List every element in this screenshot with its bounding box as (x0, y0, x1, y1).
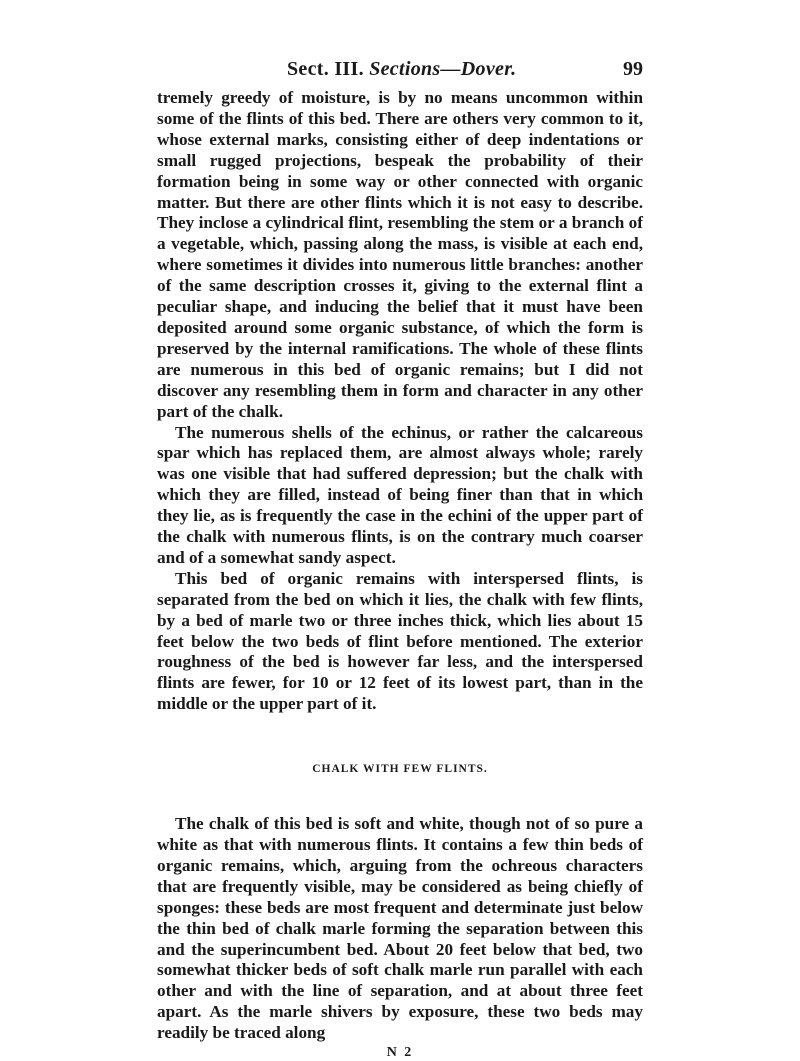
paragraph: tremely greedy of moisture, is by no means uncommon within some of the flints of this bed. There are others very common to it, whose external marks, consisting either of deep indentations or small rugged projections, bespeak the probability of their formation being in some way or other connected with organic matter. But there are other flints which it is not easy to describe. They inclose a cylindrical flint, resembling the stem or a branch of a vegetable, which, passing along the mass, is visible at each end, where sometimes it divides into numerous little branches: another of the same description crosses it, giving to the external flint a peculiar shape, and inducing the belief that it must have been deposited around some organic substance, of which the form is preserved by the internal ramifications. The whole of these flints are numerous in this bed of organic remains; but I did not discover any resembling them in form and character in any other part of the chalk. (157, 88, 643, 421)
paragraph: The numerous shells of the echinus, or rather the calcareous spar which has replaced them, are almost always whole; rarely was one visible that had suffered depression; but the chalk with which they are filled, instead of being finer than that in which they lie, as is frequently the case in the echini of the upper part of the chalk with numerous flints, is on the contrary much coarser and of a somewhat sandy aspect. (157, 422, 643, 567)
section-heading: CHALK WITH FEW FLINTS. (312, 763, 488, 776)
signature-mark: N 2 (386, 1045, 414, 1061)
page-number: 99 (623, 58, 643, 80)
section-title: Sections—Dover. (369, 58, 517, 80)
paragraph: The chalk of this bed is soft and white, though not of so pure a white as that with numerous flints. It contains a few thin beds of organic remains, which, arguing from the ochreous characters that are frequently visible, may be considered as being chiefly of sponges: these beds are most frequent and determinate just below the thin bed of chalk marle forming the separation between this and the superincumbent bed. About 20 feet below that bed, two somewhat thicker beds of soft chalk marle run parallel with each other and with the line of separation, and at about three feet apart. As the marle shivers by exposure, these two beds may readily be traced along (157, 814, 643, 1043)
paragraph: This bed of organic remains with interspersed flints, is separated from the bed on which it lies, the chalk with few flints, by a bed of marle two or three inches thick, which lies about 15 feet below the two beds of flint before mentioned. The exterior roughness of the bed is however far less, and the interspersed flints are fewer, for 10 or 12 feet of its lowest part, than in the middle or the upper part of it. (157, 568, 643, 714)
body-text (157, 88, 643, 1044)
page-header (157, 58, 643, 88)
section-number: Sect. III. (287, 58, 364, 80)
running-head (287, 58, 516, 81)
book-page (157, 58, 643, 1061)
